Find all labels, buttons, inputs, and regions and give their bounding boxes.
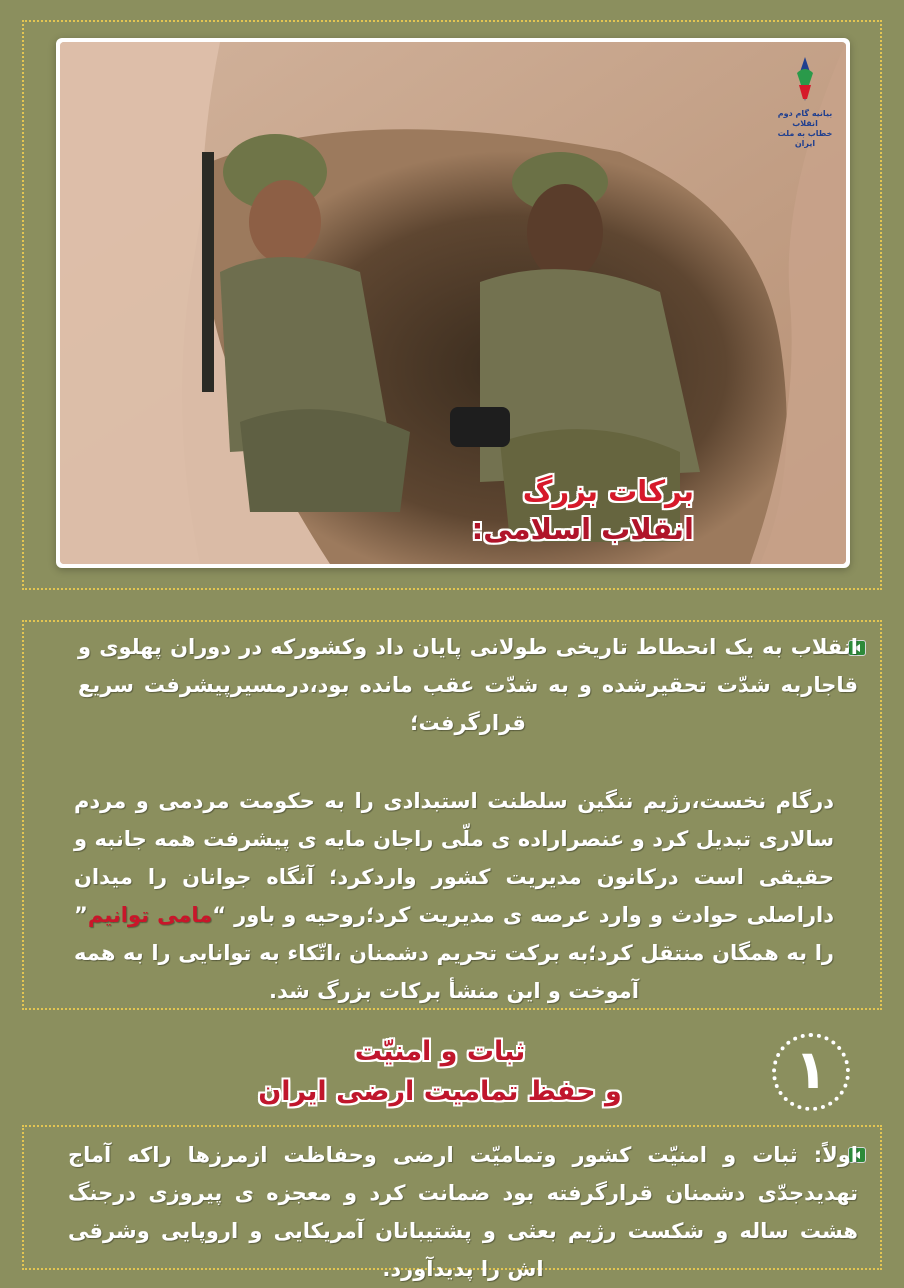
section-number-badge: ۱ [772, 1033, 850, 1111]
section-heading [230, 1032, 650, 1112]
flag-torch-icon [785, 55, 825, 105]
caption-line-1: برکات بزرگ [522, 474, 694, 508]
intro-paragraph-1: انقلاب به یک انحطاط تاریخی طولانی پایان داد وکشورکه در دوران پهلوی و قاجاربه شدّت تحقیرشده و به شدّت عقب مانده بود،درمسیرپیشرفت سریع قرارگرفت؛ [78, 635, 858, 735]
statement-logo [770, 55, 840, 150]
intro-paragraph-2-start: درگام نخست،رژیم ننگین سلطنت استبدادی را به حکومت مردمی و مردم سالاری تبدیل کرد و عنصراراده ی ملّی راجان مایه ی پیشرفت همه جانبه و حقیقی است درکانون مدیریت کشور واردکرد؛ آنگاه جوانان را میدان داراصلی حوادث و وارد عرصه ی مدیریت کرد؛روحیه و باور “ [74, 789, 835, 927]
soldiers-in-trench-image [60, 42, 846, 564]
intro-paragraph-2 [74, 782, 834, 1010]
caption-line-2: انقلاب اسلامی: [471, 512, 694, 546]
section-heading-line-2: و حفظ تمامیت ارضی ایران [258, 1076, 622, 1107]
intro-paragraph-2-end: ” را به همگان منتقل کرد؛به برکت تحریم دشمنان ،اتّکاء به توانایی را به همه آموخت و این منشأ برکات بزرگ شد. [74, 903, 834, 1003]
logo-text-line2: خطاب به ملت ایران [777, 129, 833, 148]
intro-highlight-phrase: مامی توانیم [87, 903, 213, 927]
war-photograph [56, 38, 850, 568]
section-heading-line-1: ثبات و امنیّت [354, 1036, 526, 1067]
photo-caption [472, 472, 694, 548]
section-paragraph: اولاً: ثبات و امنیّت کشور وتمامیّت ارضی وحفاظت ازمرزها راکه آماج تهدیدجدّی دشمنان قرارگرفته بود ضمانت کرد و معجزه ی پیروزی درجنگ هشت ساله و شکست رژیم بعثی و پشتیبانان آمریکایی و اروپایی وشرقی اش را پدیدآورد. [68, 1143, 858, 1281]
logo-text-line1: بیانیه گام دوم انقلاب [777, 109, 833, 128]
